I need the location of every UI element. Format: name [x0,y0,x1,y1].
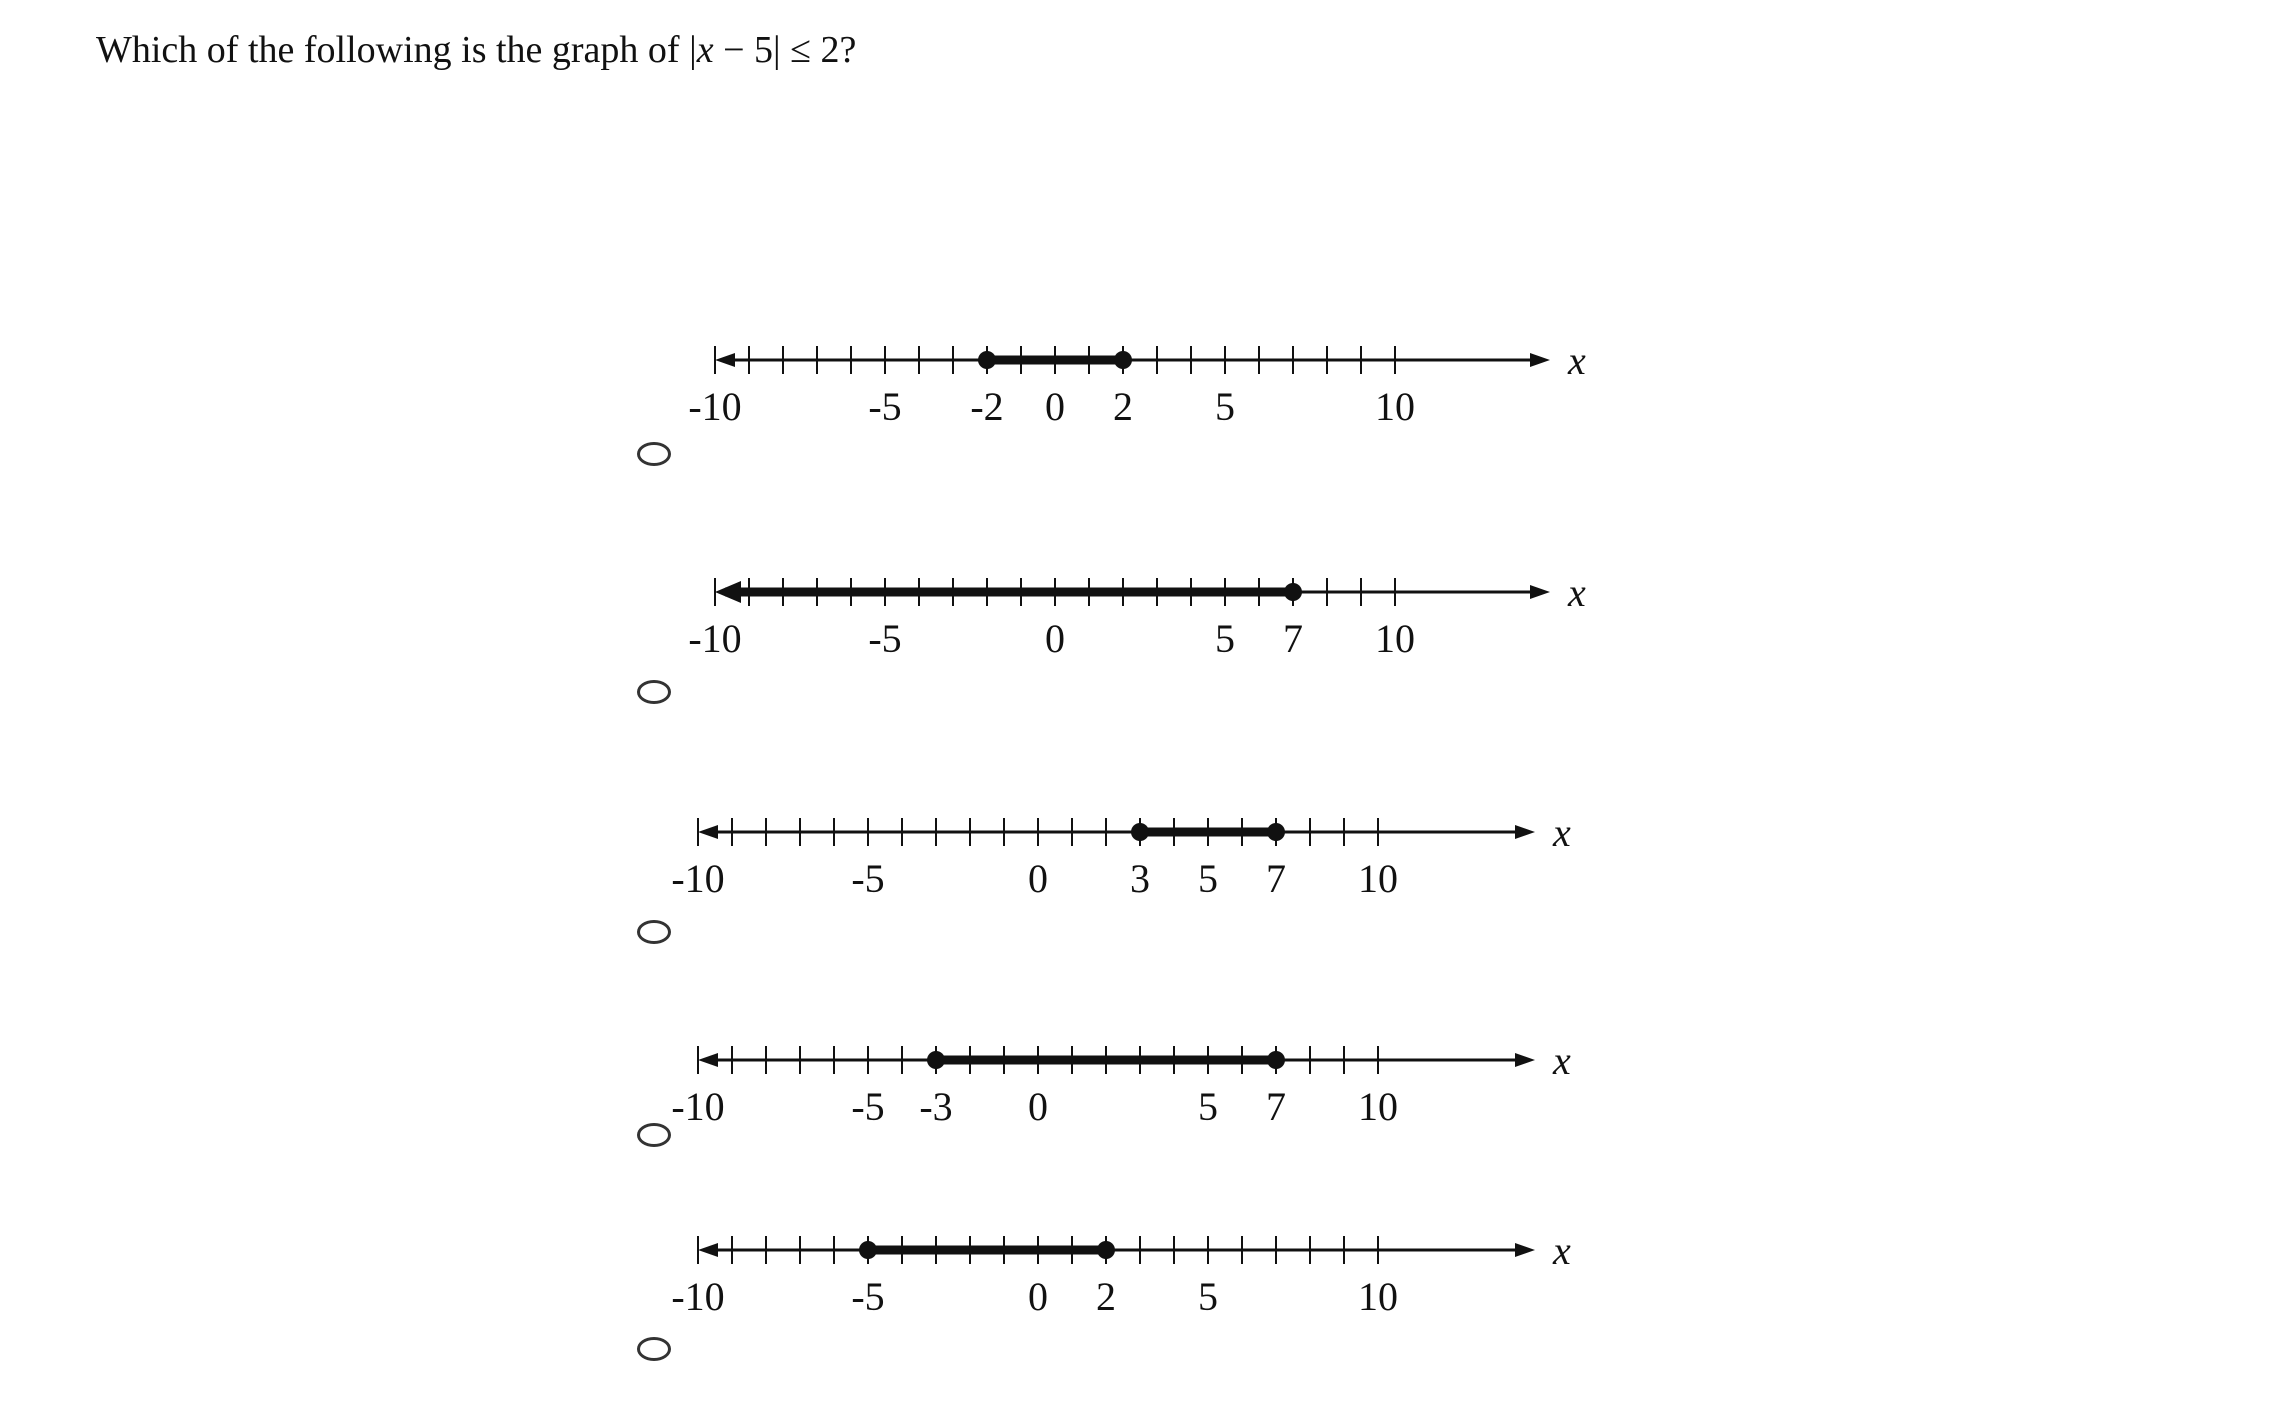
axis-variable-label: x [1553,1038,1571,1083]
option-c-radio[interactable] [637,920,671,944]
axis-arrow-left [715,353,735,367]
tick-label: 3 [1130,856,1150,901]
right-endpoint-dot [1114,351,1132,369]
number-line-a [620,320,1640,460]
tick-label: -5 [868,384,902,429]
expression-variable: x [696,29,714,71]
option-d[interactable] [620,1020,1640,1220]
tick-label: 5 [1198,1084,1218,1129]
number-line-c [620,790,1640,930]
question-text [96,22,856,78]
option-e-radio[interactable] [637,1337,671,1361]
axis-arrow-left [698,1243,718,1257]
tick-label: -2 [970,384,1004,429]
left-endpoint-dot [978,351,996,369]
axis-variable-label: x [1568,338,1586,383]
tick-label: 7 [1266,856,1286,901]
tick-label: -10 [688,616,742,661]
tick-label: 10 [1358,856,1398,901]
tick-label: 2 [1113,384,1133,429]
right-endpoint-dot [1267,1051,1285,1069]
option-b[interactable] [620,550,1640,750]
tick-label: -10 [671,1274,725,1319]
axis-arrow-right [1530,585,1550,599]
axis-variable-label: x [1553,1228,1571,1273]
tick-label: 0 [1028,856,1048,901]
axis-variable-label: x [1568,570,1586,615]
right-endpoint-dot [1284,583,1302,601]
axis-variable-label: x [1553,810,1571,855]
option-a[interactable] [620,320,1640,520]
tick-label: 0 [1045,616,1065,661]
tick-label: 10 [1358,1084,1398,1129]
axis-arrow-right [1515,1053,1535,1067]
tick-label: 2 [1096,1274,1116,1319]
option-c[interactable] [620,790,1640,990]
option-b-radio[interactable] [637,680,671,704]
axis-arrow-right [1515,1243,1535,1257]
tick-label: 5 [1215,384,1235,429]
option-d-radio[interactable] [637,1123,671,1147]
tick-label: -5 [851,1274,885,1319]
tick-label: -5 [851,1084,885,1129]
tick-label: 0 [1045,384,1065,429]
tick-label: 5 [1198,1274,1218,1319]
number-line-e [620,1210,1640,1350]
option-e[interactable] [620,1210,1640,1410]
axis-arrow-right [1515,825,1535,839]
left-endpoint-dot [859,1241,877,1259]
tick-label: 0 [1028,1084,1048,1129]
shaded-arrow-left [715,581,741,603]
tick-label: -10 [671,1084,725,1129]
right-endpoint-dot [1097,1241,1115,1259]
number-line-b [620,550,1640,690]
question-prefix: Which of the following is the graph of [96,29,690,71]
number-line-d [620,1020,1640,1160]
tick-label: -3 [919,1084,953,1129]
tick-label: -5 [868,616,902,661]
tick-label: 10 [1375,616,1415,661]
tick-label: -10 [671,856,725,901]
tick-label: 7 [1283,616,1303,661]
tick-label: -10 [688,384,742,429]
left-endpoint-dot [927,1051,945,1069]
option-a-radio[interactable] [637,442,671,466]
right-endpoint-dot [1267,823,1285,841]
tick-label: 10 [1358,1274,1398,1319]
tick-label: 0 [1028,1274,1048,1319]
tick-label: -5 [851,856,885,901]
axis-arrow-left [698,825,718,839]
axis-arrow-left [698,1053,718,1067]
tick-label: 5 [1215,616,1235,661]
tick-label: 5 [1198,856,1218,901]
tick-label: 10 [1375,384,1415,429]
tick-label: 7 [1266,1084,1286,1129]
abs-bar-left: | [689,29,697,71]
expression-rest: − 5| ≤ 2? [713,29,857,71]
axis-arrow-right [1530,353,1550,367]
left-endpoint-dot [1131,823,1149,841]
